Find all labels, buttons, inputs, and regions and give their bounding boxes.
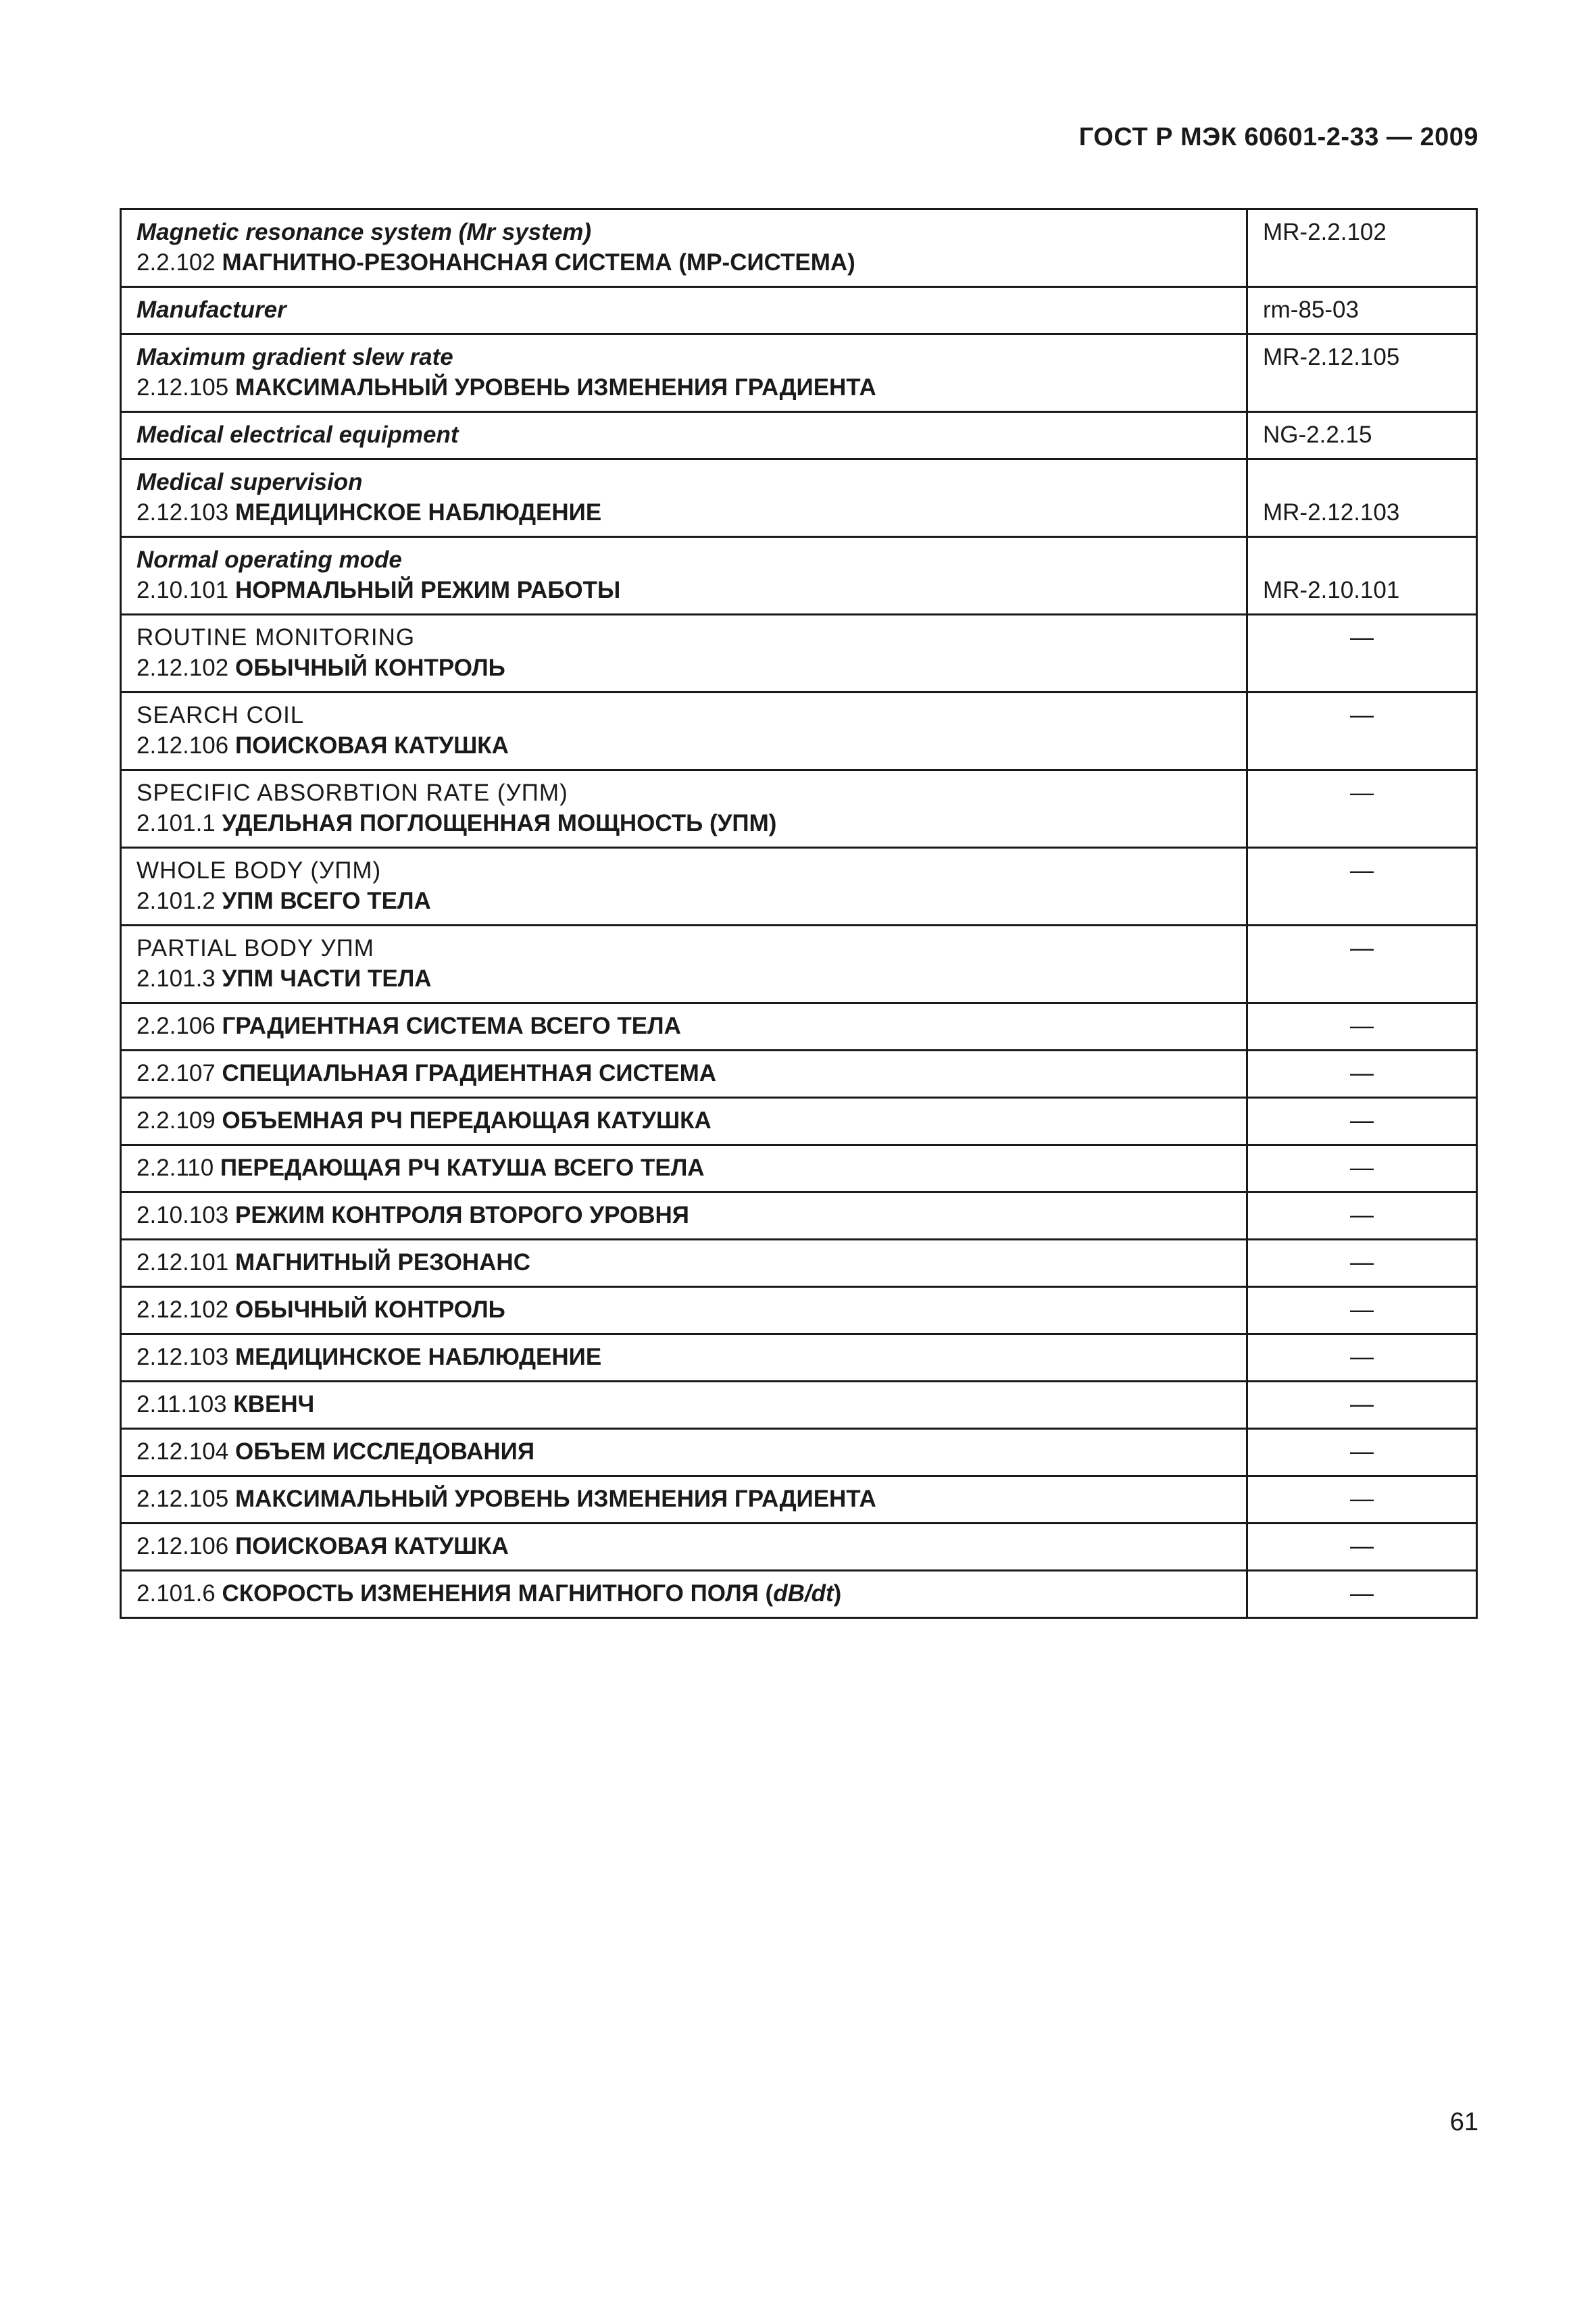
reference-code: MR-2.12.105 — [1263, 344, 1400, 370]
no-reference-dash: — — [1350, 1155, 1374, 1181]
table-row — [121, 412, 1477, 459]
russian-term: ОБЫЧНЫЙ КОНТРОЛЬ — [234, 1297, 505, 1323]
no-reference-dash: — — [1350, 1107, 1374, 1134]
reference-cell — [1247, 1287, 1477, 1334]
term-cell — [121, 926, 1247, 1003]
russian-term: ОБЪЕМНАЯ РЧ ПЕРЕДАЮЩАЯ КАТУШКА — [222, 1107, 712, 1134]
reference-cell — [1247, 1098, 1477, 1145]
term-cell — [121, 1571, 1247, 1618]
term-number: 2.101.2 — [136, 888, 216, 914]
document-header: ГОСТ Р МЭК 60601-2-33 — 2009 — [1078, 123, 1478, 151]
no-reference-dash: — — [1350, 1297, 1374, 1323]
russian-term-line — [136, 808, 1231, 838]
english-term: Maximum gradient slew rate — [136, 344, 453, 370]
term-number: 2.2.102 — [136, 249, 216, 276]
russian-term-line — [136, 1578, 1231, 1609]
russian-term-line — [136, 1484, 1231, 1514]
reference-cell — [1247, 537, 1477, 615]
no-reference-dash: — — [1350, 1060, 1374, 1086]
term-cell — [121, 209, 1247, 287]
term-number: 2.2.109 — [136, 1107, 216, 1134]
russian-term-line — [136, 1294, 1231, 1325]
russian-term: УПМ ЧАСТИ ТЕЛА — [222, 965, 432, 992]
table-row — [121, 209, 1477, 287]
english-term: ROUTINE MONITORING — [136, 624, 416, 651]
term-cell — [121, 1003, 1247, 1051]
russian-term: ОБЪЕМ ИССЛЕДОВАНИЯ — [234, 1438, 534, 1465]
russian-term: НОРМАЛЬНЫЙ РЕЖИМ РАБОТЫ — [234, 577, 621, 603]
no-reference-dash: — — [1350, 1580, 1374, 1607]
russian-term: УДЕЛЬНАЯ ПОГЛОЩЕННАЯ МОЩНОСТЬ (УПМ) — [222, 810, 777, 836]
russian-term: ГРАДИЕНТНАЯ СИСТЕМА ВСЕГО ТЕЛА — [222, 1013, 681, 1039]
no-reference-dash: — — [1350, 1533, 1374, 1559]
term-cell — [121, 615, 1247, 693]
table-row — [121, 1287, 1477, 1334]
russian-term: ПОИСКОВАЯ КАТУШКА — [234, 1533, 509, 1559]
term-number: 2.12.102 — [136, 1297, 229, 1323]
no-reference-dash: — — [1350, 1013, 1374, 1039]
table-row — [121, 1334, 1477, 1382]
term-number: 2.12.104 — [136, 1438, 229, 1465]
term-number: 2.12.106 — [136, 1533, 229, 1559]
reference-cell — [1247, 1334, 1477, 1382]
russian-term-line — [136, 247, 1231, 278]
term-number: 2.12.103 — [136, 499, 229, 526]
term-cell — [121, 1382, 1247, 1429]
terms-table-body — [121, 209, 1477, 1618]
reference-code: MR-2.10.101 — [1263, 577, 1400, 603]
term-cell — [121, 1334, 1247, 1382]
russian-term-line — [136, 653, 1231, 683]
english-term: Manufacturer — [136, 297, 286, 323]
term-cell — [121, 1145, 1247, 1192]
russian-term: КВЕНЧ — [233, 1391, 315, 1417]
russian-term: УПМ ВСЕГО ТЕЛА — [222, 888, 431, 914]
russian-term-line — [136, 1200, 1231, 1230]
reference-cell — [1247, 1429, 1477, 1476]
term-cell — [121, 1240, 1247, 1287]
reference-cell — [1247, 1476, 1477, 1524]
term-cell — [121, 1098, 1247, 1145]
term-cell — [121, 1051, 1247, 1098]
no-reference-dash: — — [1350, 1438, 1374, 1465]
term-number: 2.12.105 — [136, 1486, 229, 1512]
term-number: 2.2.110 — [136, 1155, 214, 1181]
reference-spacer — [1263, 467, 1461, 497]
term-number: 2.12.103 — [136, 1344, 229, 1370]
reference-cell — [1247, 287, 1477, 334]
table-row — [121, 1051, 1477, 1098]
term-number: 2.12.106 — [136, 732, 229, 759]
reference-cell — [1247, 1145, 1477, 1192]
table-row — [121, 615, 1477, 693]
term-number: 2.2.106 — [136, 1013, 216, 1039]
russian-term-line — [136, 1153, 1231, 1183]
term-number: 2.101.1 — [136, 810, 216, 836]
reference-cell — [1247, 1240, 1477, 1287]
russian-term-line — [136, 730, 1231, 761]
term-number: 2.11.103 — [136, 1391, 227, 1417]
reference-code: rm-85-03 — [1263, 297, 1359, 323]
term-cell — [121, 1429, 1247, 1476]
term-cell — [121, 1192, 1247, 1240]
english-term: Medical electrical equipment — [136, 422, 459, 448]
russian-term: МАГНИТНО-РЕЗОНАНСНАЯ СИСТЕМА (МР-СИСТЕМА) — [222, 249, 855, 276]
table-row — [121, 287, 1477, 334]
table-row — [121, 1145, 1477, 1192]
english-term: PARTIAL BODY УПМ — [136, 935, 374, 961]
russian-term-line — [136, 1531, 1231, 1561]
russian-term: СКОРОСТЬ ИЗМЕНЕНИЯ МАГНИТНОГО ПОЛЯ (dB/dt) — [222, 1580, 842, 1607]
no-reference-dash: — — [1350, 935, 1374, 961]
table-row — [121, 1524, 1477, 1571]
term-number: 2.12.102 — [136, 655, 229, 681]
term-number: 2.12.101 — [136, 1249, 229, 1276]
table-row — [121, 1382, 1477, 1429]
table-row — [121, 693, 1477, 770]
english-term: Normal operating mode — [136, 547, 402, 573]
english-term: SEARCH COIL — [136, 702, 305, 728]
table-row — [121, 334, 1477, 412]
terms-table — [120, 208, 1478, 1619]
term-cell — [121, 1524, 1247, 1571]
term-number: 2.2.107 — [136, 1060, 216, 1086]
table-row — [121, 459, 1477, 537]
english-term: Magnetic resonance system (Mr system) — [136, 219, 592, 245]
reference-cell — [1247, 615, 1477, 693]
reference-cell — [1247, 334, 1477, 412]
russian-term: РЕЖИМ КОНТРОЛЯ ВТОРОГО УРОВНЯ — [234, 1202, 689, 1228]
russian-term-line — [136, 1011, 1231, 1041]
russian-term-line — [136, 1247, 1231, 1278]
reference-cell — [1247, 1524, 1477, 1571]
reference-cell — [1247, 1051, 1477, 1098]
russian-term-line — [136, 575, 1231, 605]
term-cell — [121, 334, 1247, 412]
no-reference-dash: — — [1350, 1486, 1374, 1512]
term-cell — [121, 693, 1247, 770]
russian-term: ПОИСКОВАЯ КАТУШКА — [234, 732, 509, 759]
reference-spacer — [1263, 545, 1461, 575]
reference-cell — [1247, 459, 1477, 537]
russian-term: МАГНИТНЫЙ РЕЗОНАНС — [234, 1249, 530, 1276]
no-reference-dash: — — [1350, 780, 1374, 806]
page-number: 61 — [1449, 2108, 1478, 2136]
table-row — [121, 1098, 1477, 1145]
term-number: 2.10.103 — [136, 1202, 229, 1228]
term-cell — [121, 412, 1247, 459]
russian-term-line — [136, 1058, 1231, 1088]
russian-term-line — [136, 1342, 1231, 1372]
reference-cell — [1247, 1192, 1477, 1240]
table-row — [121, 537, 1477, 615]
table-row — [121, 1476, 1477, 1524]
english-term: SPECIFIC ABSORBTION RATE (УПМ) — [136, 780, 568, 806]
table-row — [121, 1571, 1477, 1618]
russian-term: ПЕРЕДАЮЩАЯ РЧ КАТУША ВСЕГО ТЕЛА — [220, 1155, 705, 1181]
table-row — [121, 926, 1477, 1003]
russian-term: СПЕЦИАЛЬНАЯ ГРАДИЕНТНАЯ СИСТЕМА — [222, 1060, 717, 1086]
term-cell — [121, 1287, 1247, 1334]
table-row — [121, 1192, 1477, 1240]
term-number: 2.10.101 — [136, 577, 229, 603]
russian-term-line — [136, 1389, 1231, 1419]
reference-cell — [1247, 1003, 1477, 1051]
term-cell — [121, 848, 1247, 926]
no-reference-dash: — — [1350, 1344, 1374, 1370]
term-number: 2.101.6 — [136, 1580, 216, 1607]
english-term: WHOLE BODY (УПМ) — [136, 857, 382, 884]
term-number: 2.101.3 — [136, 965, 216, 992]
reference-cell — [1247, 1382, 1477, 1429]
no-reference-dash: — — [1350, 1249, 1374, 1276]
reference-code: MR-2.12.103 — [1263, 499, 1400, 526]
russian-term-line — [136, 497, 1231, 528]
term-cell — [121, 770, 1247, 848]
russian-term-line — [136, 372, 1231, 403]
no-reference-dash: — — [1350, 702, 1374, 728]
table-row — [121, 1003, 1477, 1051]
table-row — [121, 1240, 1477, 1287]
term-cell — [121, 1476, 1247, 1524]
term-cell — [121, 459, 1247, 537]
table-row — [121, 1429, 1477, 1476]
no-reference-dash: — — [1350, 1202, 1374, 1228]
english-term: Medical supervision — [136, 469, 363, 495]
russian-term-line — [136, 963, 1231, 994]
table-row — [121, 770, 1477, 848]
russian-term-line — [136, 1436, 1231, 1467]
reference-cell — [1247, 412, 1477, 459]
reference-cell — [1247, 209, 1477, 287]
no-reference-dash: — — [1350, 624, 1374, 651]
term-number: 2.12.105 — [136, 374, 229, 401]
russian-term: МАКСИМАЛЬНЫЙ УРОВЕНЬ ИЗМЕНЕНИЯ ГРАДИЕНТА — [234, 374, 876, 401]
reference-cell — [1247, 693, 1477, 770]
reference-code: NG-2.2.15 — [1263, 422, 1372, 448]
reference-code: MR-2.2.102 — [1263, 219, 1387, 245]
term-cell — [121, 287, 1247, 334]
table-row — [121, 848, 1477, 926]
russian-term: МЕДИЦИНСКОЕ НАБЛЮДЕНИЕ — [234, 1344, 602, 1370]
russian-term: ОБЫЧНЫЙ КОНТРОЛЬ — [234, 655, 505, 681]
reference-cell — [1247, 926, 1477, 1003]
russian-term-line — [136, 1105, 1231, 1136]
reference-cell — [1247, 1571, 1477, 1618]
reference-cell — [1247, 770, 1477, 848]
reference-cell — [1247, 848, 1477, 926]
russian-term-line — [136, 886, 1231, 916]
russian-term: МАКСИМАЛЬНЫЙ УРОВЕНЬ ИЗМЕНЕНИЯ ГРАДИЕНТА — [234, 1486, 876, 1512]
no-reference-dash: — — [1350, 1391, 1374, 1417]
no-reference-dash: — — [1350, 857, 1374, 884]
russian-term: МЕДИЦИНСКОЕ НАБЛЮДЕНИЕ — [234, 499, 602, 526]
term-cell — [121, 537, 1247, 615]
